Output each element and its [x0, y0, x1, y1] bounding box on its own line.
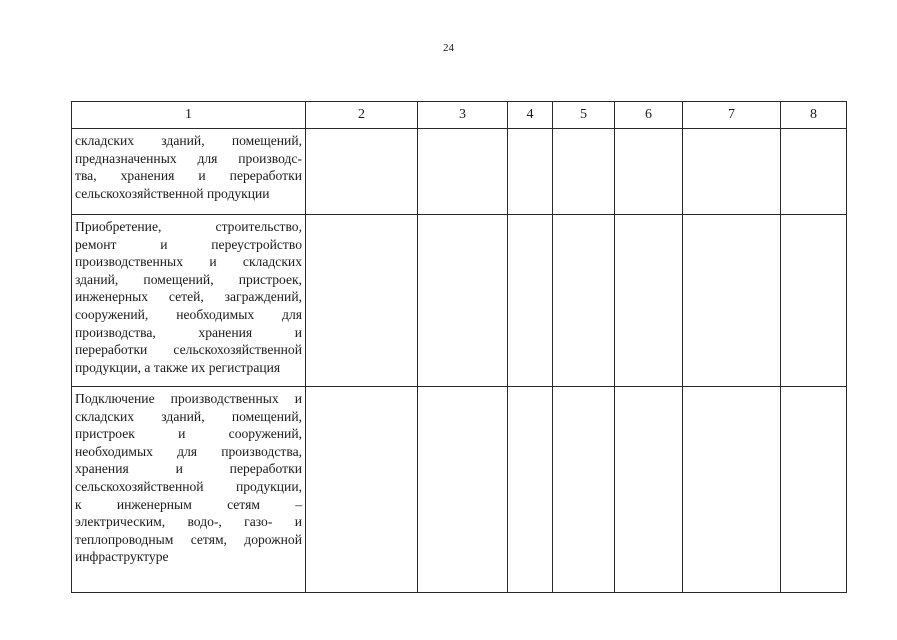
row-description-cell — [72, 387, 306, 593]
empty-cell — [306, 215, 418, 387]
description-line: предназначенных для производс- — [75, 150, 302, 166]
description-line: сельскохозяйственной продукции — [75, 185, 270, 201]
empty-cell — [418, 387, 508, 593]
description-line: зданий, помещений, пристроек, — [75, 271, 302, 287]
empty-cell — [553, 215, 615, 387]
description-line: складских зданий, помещений, — [75, 133, 302, 148]
description-line: сельскохозяйственной продукции, — [75, 478, 302, 494]
description-line: сооружений, необходимых для — [75, 306, 302, 322]
column-header: 7 — [683, 102, 781, 129]
column-header: 6 — [615, 102, 683, 129]
description-line: инфраструктуре — [75, 549, 169, 565]
empty-cell — [508, 387, 553, 593]
description-line: производства, хранения и — [75, 324, 302, 340]
empty-cell — [508, 129, 553, 215]
description-line: к инженерным сетям – — [75, 496, 302, 512]
description-line: хранения и переработки — [75, 461, 302, 477]
column-header: 3 — [418, 102, 508, 129]
description-line: необходимых для производства, — [75, 443, 302, 459]
empty-cell — [781, 129, 847, 215]
table-row — [72, 387, 847, 593]
table-row — [72, 129, 847, 215]
empty-cell — [553, 129, 615, 215]
page-number: 24 — [443, 42, 454, 54]
empty-cell — [615, 215, 683, 387]
empty-cell — [306, 387, 418, 593]
empty-cell — [683, 129, 781, 215]
description-line: переработки сельскохозяйственной — [75, 342, 302, 358]
row-description-cell — [72, 215, 306, 387]
description-line: Подключение производственных и — [75, 391, 302, 406]
description-line: Приобретение, строительство, — [75, 219, 302, 234]
empty-cell — [508, 215, 553, 387]
description-line: инженерных сетей, заграждений, — [75, 289, 302, 305]
empty-cell — [615, 387, 683, 593]
description-line: теплопроводным сетям, дорожной — [75, 531, 302, 547]
empty-cell — [418, 129, 508, 215]
empty-cell — [683, 215, 781, 387]
description-line: производственных и складских — [75, 254, 302, 270]
empty-cell — [306, 129, 418, 215]
empty-cell — [418, 215, 508, 387]
empty-cell — [781, 215, 847, 387]
row-description-cell — [72, 129, 306, 215]
description-line: электрическим, водо-, газо- и — [75, 514, 302, 530]
column-header: 4 — [508, 102, 553, 129]
description-line: продукции, а также их регистрация — [75, 359, 281, 375]
description-line: ремонт и переустройство — [75, 236, 302, 252]
column-header: 8 — [781, 102, 847, 129]
empty-cell — [781, 387, 847, 593]
description-line: складских зданий, помещений, — [75, 408, 302, 424]
description-line: тва, хранения и переработки — [75, 168, 302, 184]
data-table — [71, 101, 847, 593]
table-row — [72, 215, 847, 387]
table-header-row — [72, 102, 847, 129]
empty-cell — [553, 387, 615, 593]
empty-cell — [615, 129, 683, 215]
column-header: 5 — [553, 102, 615, 129]
column-header: 2 — [306, 102, 418, 129]
description-line: пристроек и сооружений, — [75, 426, 302, 442]
column-header: 1 — [72, 102, 306, 129]
empty-cell — [683, 387, 781, 593]
